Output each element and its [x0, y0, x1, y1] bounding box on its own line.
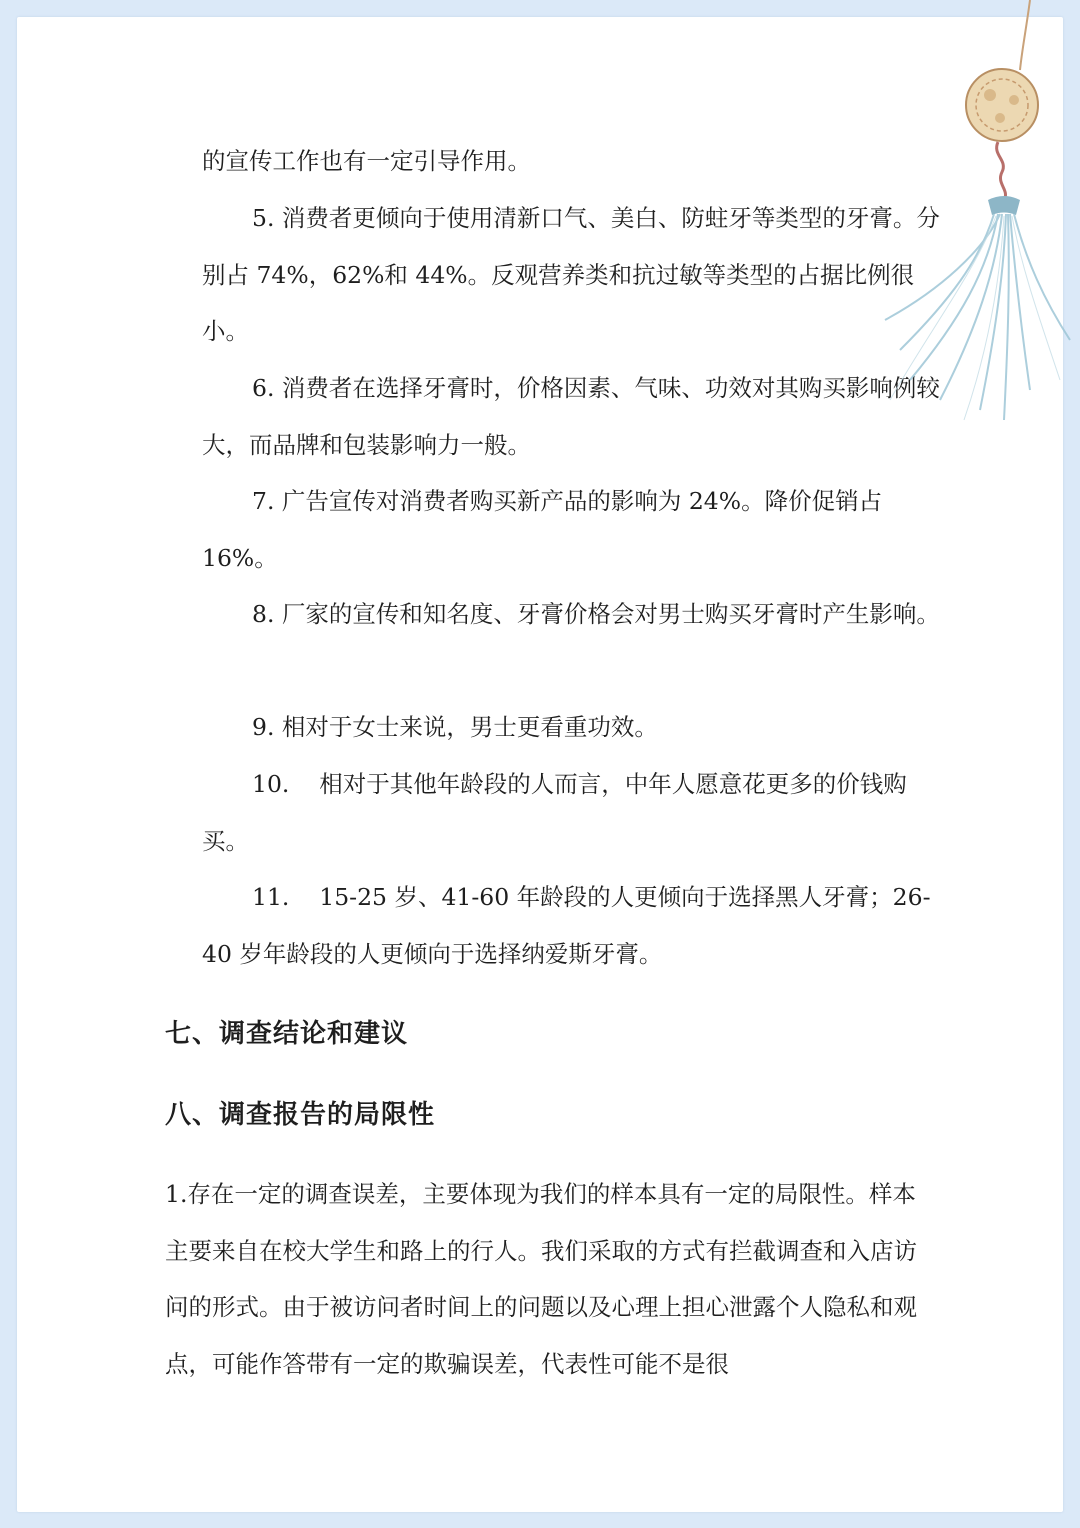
finding-9: 9. 相对于女士来说，男士更看重功效。: [252, 713, 658, 741]
finding-11: 11. 15-25 岁、41-60 年龄段的人更倾向于选择黑人牙膏；26-40 岁年龄段的人更倾向于选择纳爱斯牙膏。: [202, 883, 931, 968]
finding-7: 7. 广告宣传对消费者购买新产品的影响为 24%。降价促销占 16%。: [202, 487, 890, 572]
finding-8: 8. 厂家的宣传和知名度、牙膏价格会对男士购买牙膏时产生影响。: [252, 600, 940, 628]
finding-6: 6. 消费者在选择牙膏时，价格因素、气味、功效对其购买影响例较大，而品牌和包装影响力一般。: [202, 374, 940, 459]
tassel-ornament-icon: [880, 0, 1080, 440]
paragraph-continuation: 的宣传工作也有一定引导作用。: [202, 147, 531, 175]
section-heading-7: 七、调查结论和建议: [165, 1019, 409, 1049]
section-heading-8: 八、调查报告的局限性: [165, 1100, 436, 1130]
limitations-paragraph: 1.存在一定的调查误差，主要体现为我们的样本具有一定的局限性。样本主要来自在校大学生和路上的行人。我们采取的方式有拦截调查和入店访问的形式。由于被访问者时间上的问题以及心理上担心泄露个人隐私和观点，可能作答带有一定的欺骗误差，代表性可能不是很: [165, 1180, 917, 1378]
finding-5: 5. 消费者更倾向于使用清新口气、美白、防蛀牙等类型的牙膏。分别占 74%，62%和 44%。反观营养类和抗过敏等类型的占据比例很小。: [202, 204, 940, 345]
finding-10: 10. 相对于其他年龄段的人而言，中年人愿意花更多的价钱购买。: [202, 770, 907, 855]
